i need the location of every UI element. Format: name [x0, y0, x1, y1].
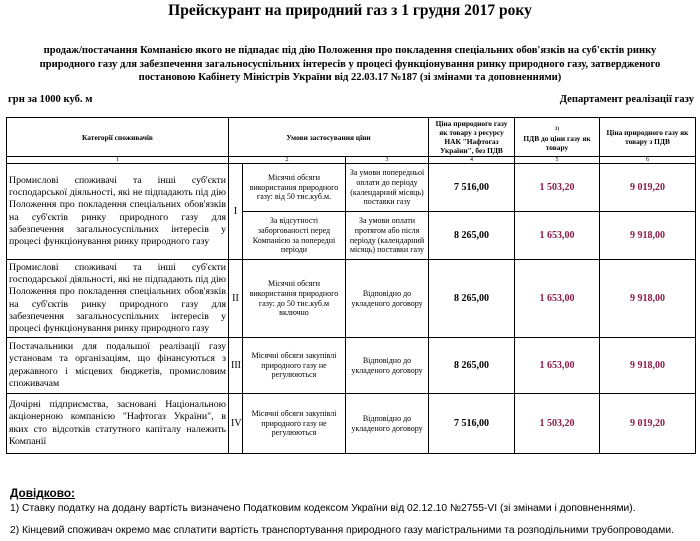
unit-label: грн за 1000 куб. м	[8, 94, 93, 105]
vat-value: 1 653,00	[515, 212, 600, 260]
page-subtitle: продаж/постачання Компанією якого не підпадає під дію Положення про покладення спеціальних обов'язків на суб'єктів ринку природного газу для забезпечення загальносуспільних інтересів у процесі функціонування ринку природного газу, затвердженого постановою Кабінету Міністрів України від 22.03.17 №187 (зі змінами та доповненнями)	[39, 45, 661, 83]
table-row	[7, 394, 696, 454]
note-item: 1) Ставку податку на додану вартість визначено Податковим кодексом України від 02.12.10 №2755-VI (зі змінами і доповненнями).	[10, 503, 636, 514]
price-value: 7 516,00	[429, 394, 515, 454]
category-number: III	[229, 338, 243, 394]
volume-condition: Місячні обсяги закупівлі природного газу не регулюються	[243, 338, 346, 394]
price-value: 7 516,00	[429, 164, 515, 212]
column-number: 2	[229, 157, 346, 164]
vat-value: 1 653,00	[515, 260, 600, 338]
header-conditions: Умови застосування ціни	[229, 118, 429, 157]
column-number: 6	[600, 157, 696, 164]
header-row	[7, 118, 696, 157]
header-vat	[515, 118, 600, 157]
price-value: 8 265,00	[429, 260, 515, 338]
price-table	[6, 117, 696, 454]
vat-value: 1 503,20	[515, 164, 600, 212]
department-label: Департамент реалізації газу	[559, 94, 694, 105]
volume-condition: Місячні обсяги використання природного газу: до 50 тис.куб.м включно	[243, 260, 346, 338]
category-number: I	[229, 164, 243, 260]
payment-condition: Відповідно до укладеного договору	[346, 260, 429, 338]
total-value: 9 019,20	[600, 164, 696, 212]
column-number: 1	[7, 157, 229, 164]
category-cell: Промислові споживачі та інші суб'єкти господарської діяльності, які не підпадають під дію Положення про покладення спеціальних обов'язків на суб'єктів ринку природного газу для забезпечення загальносуспільних інтересів у процесі функціонування ринку природного газу	[7, 260, 229, 338]
vat-value: 1 653,00	[515, 338, 600, 394]
category-number: IV	[229, 394, 243, 454]
total-value: 9 918,00	[600, 260, 696, 338]
header-total: Ціна природного газу як товару з ПДВ	[600, 118, 696, 157]
total-value: 9 918,00	[600, 338, 696, 394]
column-number: 3	[346, 157, 429, 164]
header-vat-superscript: 1)	[554, 126, 560, 132]
notes-title: Довідково:	[10, 486, 75, 500]
category-cell: Постачальники для подальшої реалізації газу установам та організаціям, що фінансуються з державного і місцевих бюджетів, промисловим споживачам	[7, 338, 229, 394]
column-number: 5	[515, 157, 600, 164]
price-value: 8 265,00	[429, 212, 515, 260]
payment-condition: За умови оплати протягом або після періоду (календарний місяць) поставки газу	[346, 212, 429, 260]
debt-condition: За відсутності заборгованості перед Компанією за попередні періоди	[243, 212, 346, 260]
total-value: 9 918,00	[600, 212, 696, 260]
price-value: 8 265,00	[429, 338, 515, 394]
volume-condition: Місячні обсяги закупівлі природного газу не регулюються	[243, 394, 346, 454]
category-cell: Промислові споживачі та інші суб'єкти господарської діяльності, які не підпадають під дію Положення про покладення спеціальних обов'язків на суб'єктів ринку природного газу для забезпечення загальносуспільних інтересів у процесі функціонування ринку природного газу	[7, 164, 229, 260]
table-row	[7, 338, 696, 394]
column-numbers-row	[7, 157, 696, 164]
vat-value: 1 503,20	[515, 394, 600, 454]
volume-condition: Місячні обсяги використання природного газу: від 50 тис.куб.м.	[243, 164, 346, 212]
category-number: II	[229, 260, 243, 338]
header-category: Категорії споживачів	[7, 118, 229, 157]
column-number: 4	[429, 157, 515, 164]
total-value: 9 019,20	[600, 394, 696, 454]
category-cell: Дочірні підприємства, засновані Національною акціонерною компанією "Нафтогаз України", в яких сто відсотків статутного капіталу належить Компанії	[7, 394, 229, 454]
table-row	[7, 164, 696, 212]
note-item: 2) Кінцевий споживач окремо має сплатити вартість транспортування природного газу магістральними та розподільними трубопроводами.	[10, 525, 674, 536]
table-row	[7, 260, 696, 338]
payment-condition: Відповідно до укладеного договору	[346, 338, 429, 394]
payment-condition: За умови попередньої оплати до періоду (календарний місяць) поставки газу	[346, 164, 429, 212]
page-title: Прейскурант на природний газ з 1 грудня 2017 року	[168, 2, 532, 19]
header-vat-label: ПДВ до ціни газу як товару	[523, 133, 591, 152]
payment-condition: Відповідно до укладеного договору	[346, 394, 429, 454]
header-price: Ціна природного газу як товару з ресурсу НАК "Нафтогаз України", без ПДВ	[429, 118, 515, 157]
